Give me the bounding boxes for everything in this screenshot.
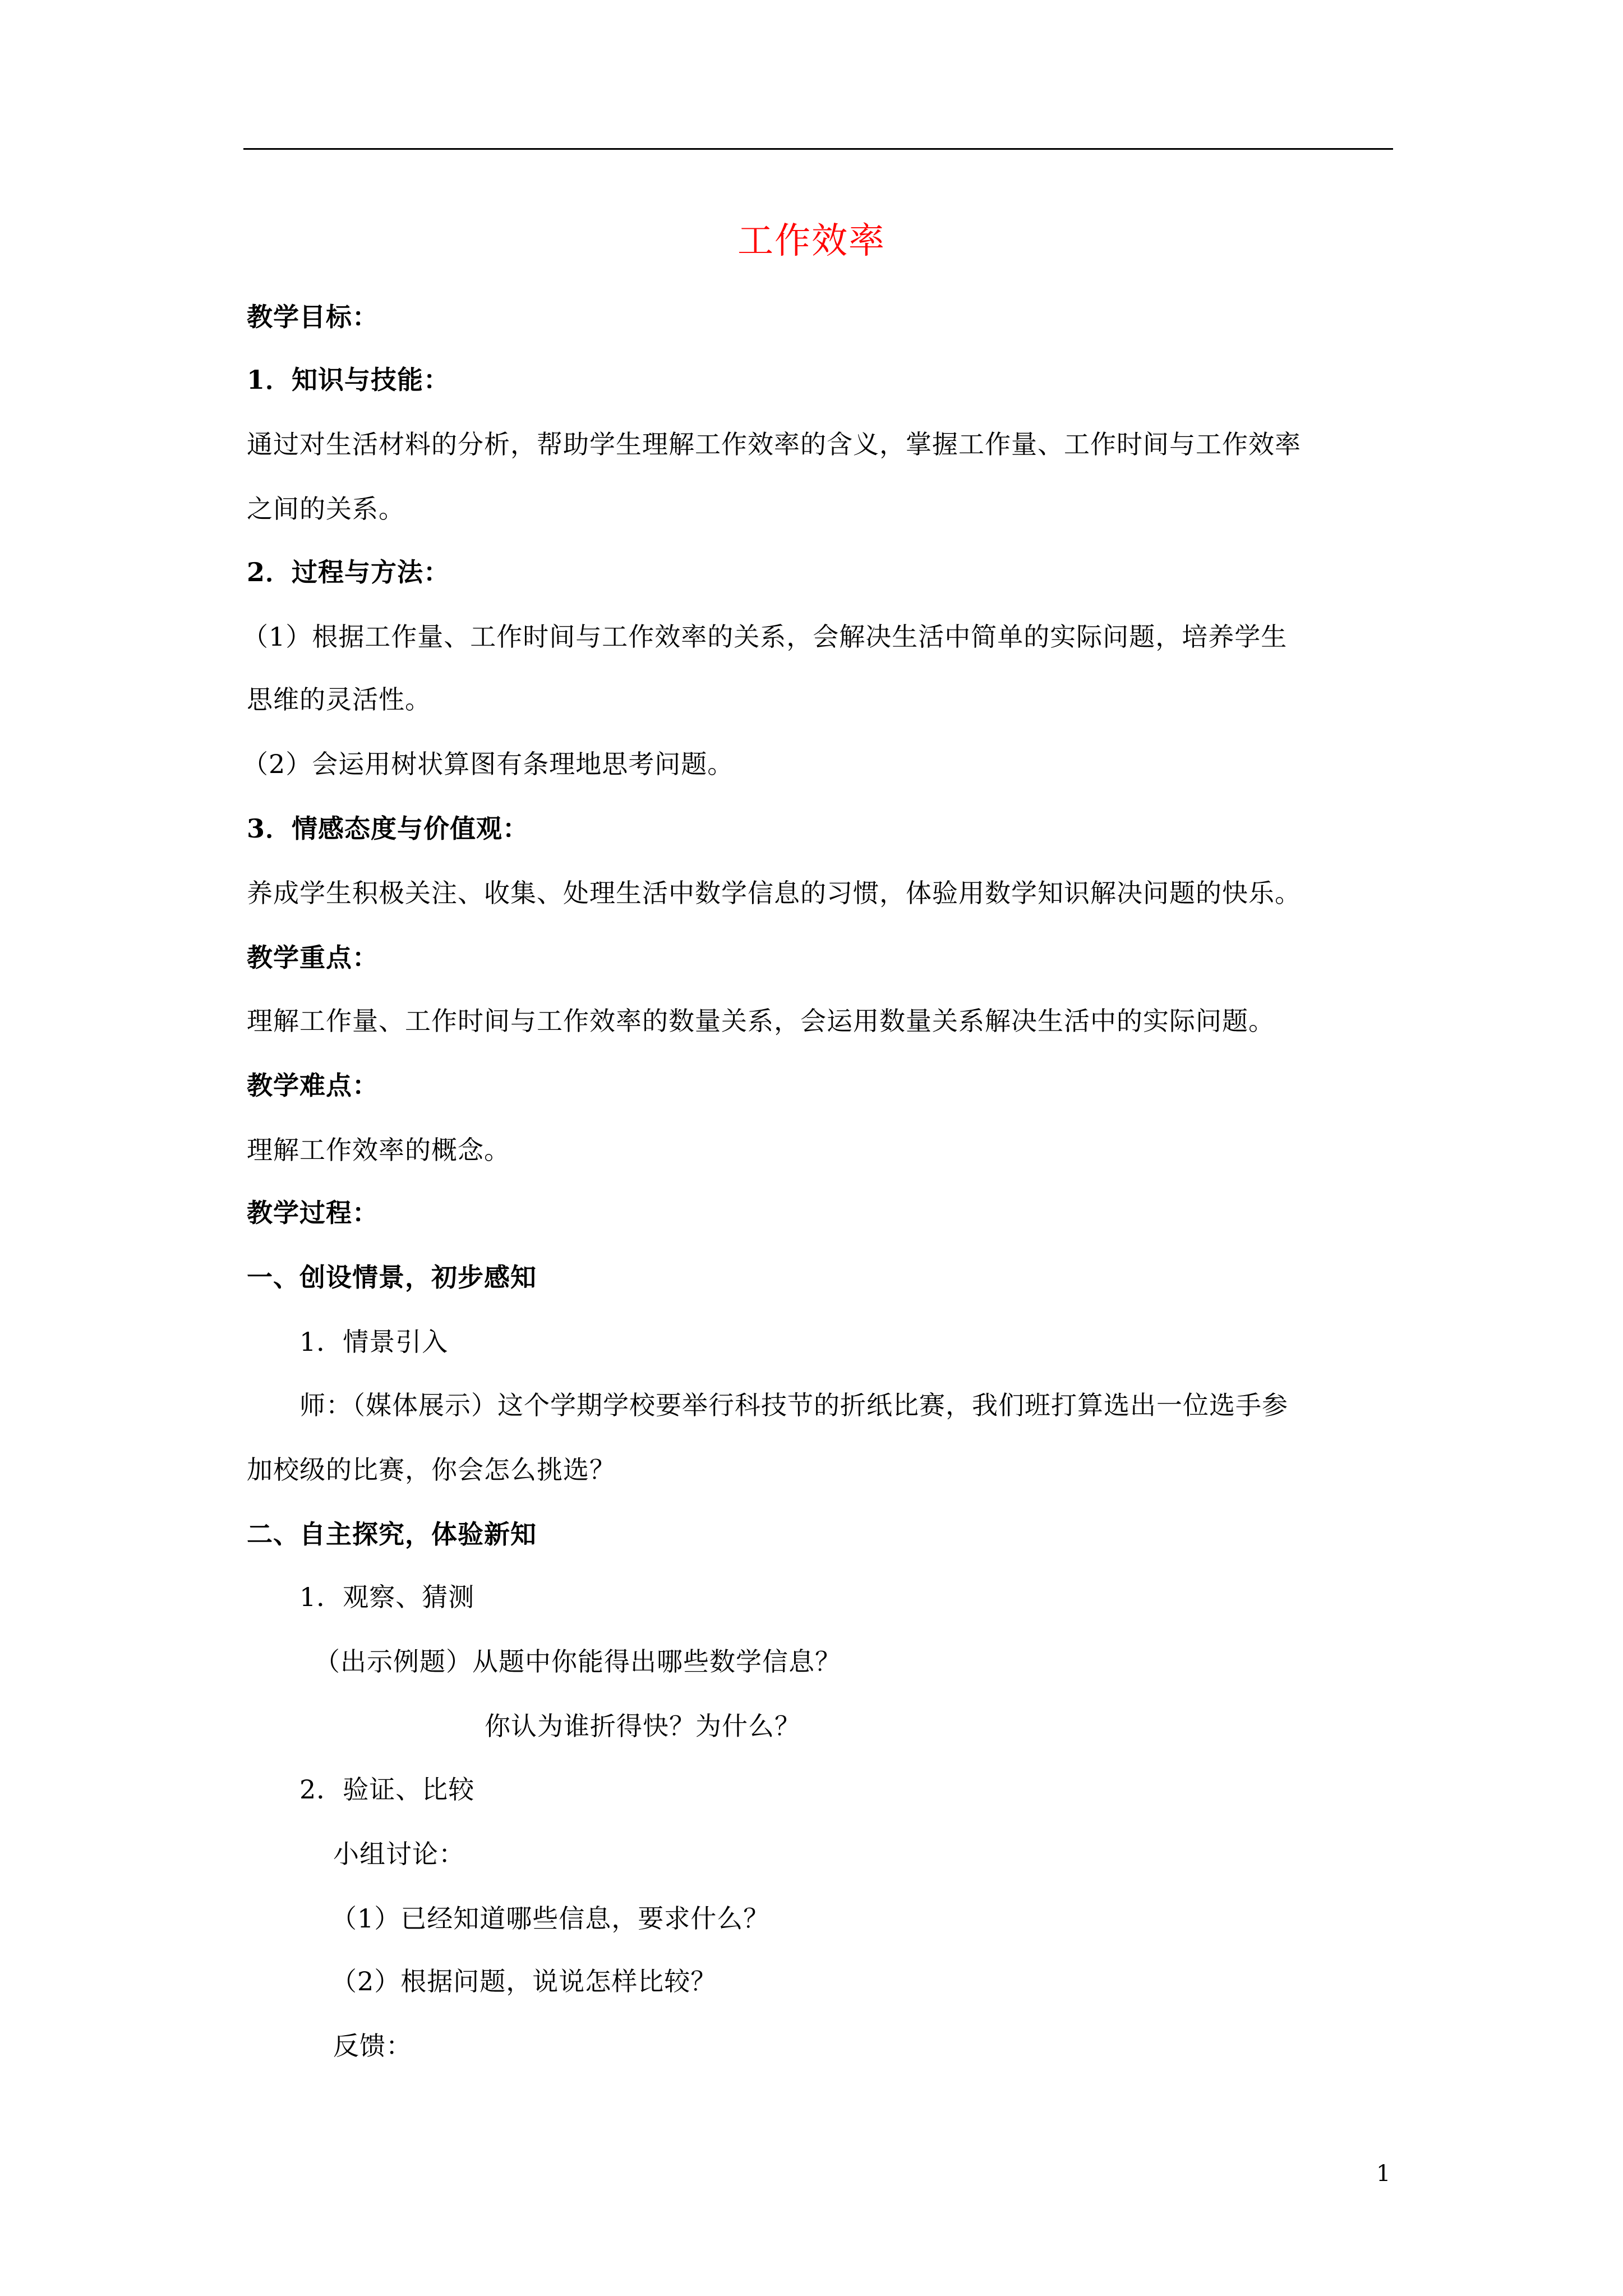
heading-teaching-focus: 教学重点： <box>247 942 379 973</box>
paragraph-line: （2）根据问题，说说怎样比较？ <box>331 1966 717 1996</box>
paragraph-line: 之间的关系。 <box>247 494 405 524</box>
section-heading-1: 一、创设情景，初步感知 <box>247 1262 537 1292</box>
paragraph-line: 你认为谁折得快？为什么？ <box>485 1711 801 1741</box>
paragraph-line: 理解工作量、工作时间与工作效率的数量关系，会运用数量关系解决生活中的实际问题。 <box>247 1006 1275 1036</box>
paragraph-line: 理解工作效率的概念。 <box>247 1135 510 1165</box>
paragraph-line: 通过对生活材料的分析，帮助学生理解工作效率的含义，掌握工作量、工作时间与工作效率 <box>247 429 1301 459</box>
subheading-observe: 1．观察、猜测 <box>299 1582 475 1612</box>
paragraph-line: 加校级的比赛，你会怎么挑选？ <box>247 1455 616 1485</box>
document-title: 工作效率 <box>737 220 886 262</box>
heading-knowledge-skills: 1．知识与技能： <box>247 365 450 395</box>
paragraph-line: 思维的灵活性。 <box>247 684 431 715</box>
paragraph-line: （2）会运用树状算图有条理地思考问题。 <box>242 749 734 779</box>
heading-teaching-difficulty: 教学难点： <box>247 1070 379 1101</box>
heading-attitude-values: 3．情感态度与价值观： <box>247 813 529 844</box>
subheading-verify: 2．验证、比较 <box>299 1774 475 1805</box>
paragraph-line: 师：（媒体展示）这个学期学校要举行科技节的折纸比赛，我们班打算选出一位选手参 <box>299 1390 1288 1420</box>
paragraph-line: 小组讨论： <box>333 1839 465 1869</box>
page-number: 1 <box>1376 2161 1391 2187</box>
paragraph-line: 养成学生积极关注、收集、处理生活中数学信息的习惯，体验用数学知识解决问题的快乐。 <box>247 878 1301 908</box>
header-rule <box>243 148 1393 150</box>
paragraph-line: （1）根据工作量、工作时间与工作效率的关系，会解决生活中简单的实际问题，培养学生 <box>242 622 1288 652</box>
heading-teaching-goals: 教学目标： <box>247 302 379 332</box>
heading-teaching-process: 教学过程： <box>247 1198 379 1228</box>
paragraph-line: （1）已经知道哪些信息，要求什么？ <box>331 1903 770 1934</box>
paragraph-line: （出示例题）从题中你能得出哪些数学信息？ <box>314 1646 841 1677</box>
section-heading-2: 二、自主探究，体验新知 <box>247 1519 537 1549</box>
paragraph-line: 反馈： <box>333 2031 412 2061</box>
heading-process-methods: 2．过程与方法： <box>247 557 450 587</box>
subheading-scenario: 1．情景引入 <box>299 1327 449 1357</box>
